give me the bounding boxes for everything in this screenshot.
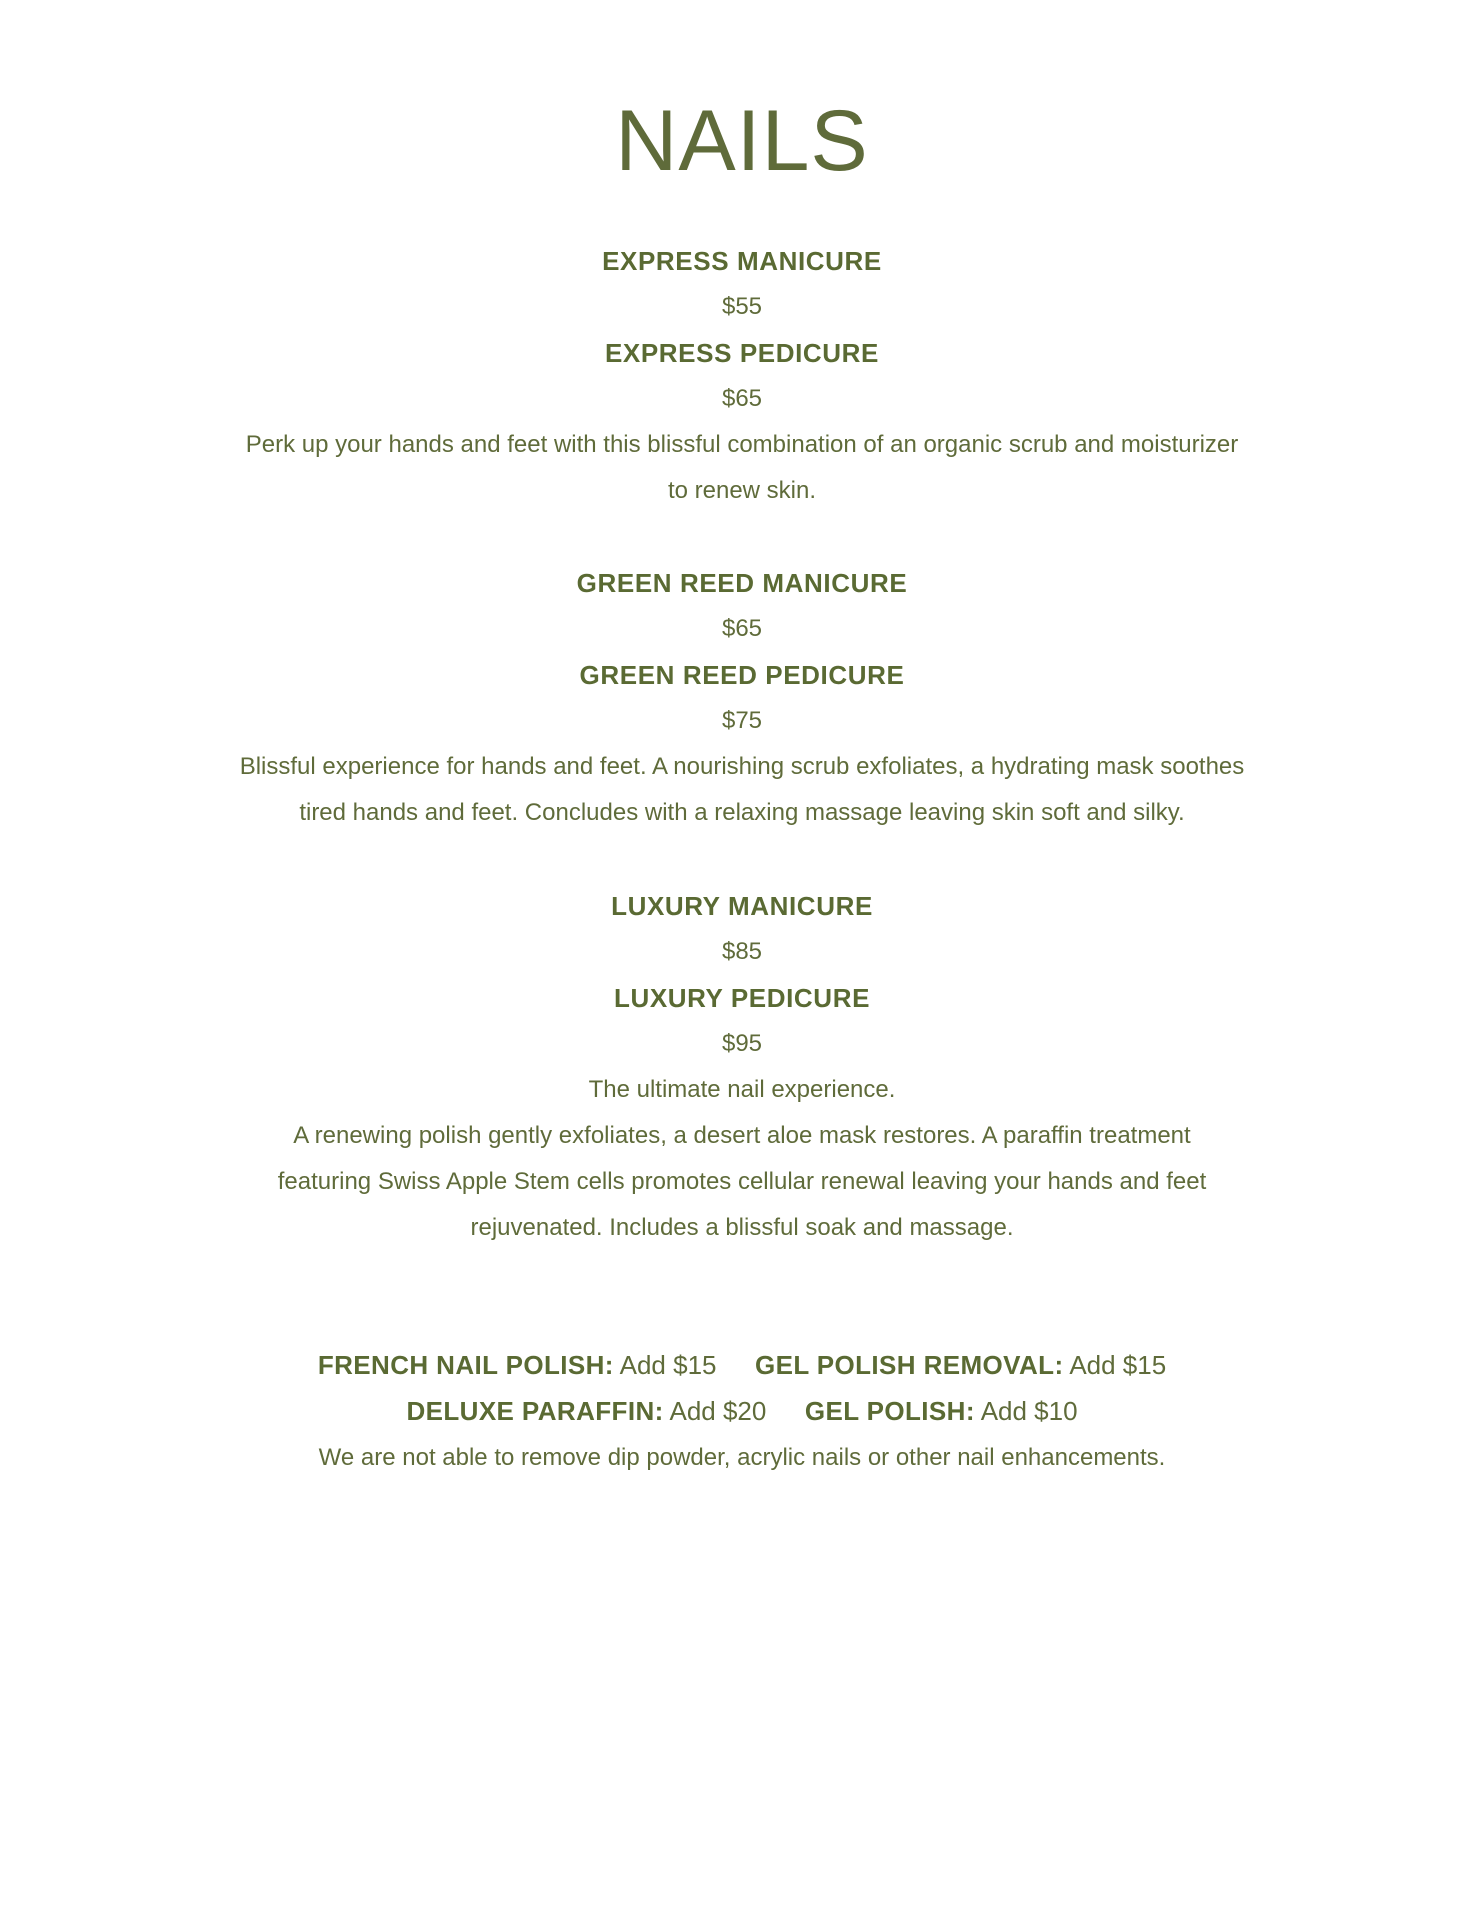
service-description-line: Blissful experience for hands and feet. A nourishing scrub exfoliates, a hydrating mask soothes [239,753,1245,780]
service-name-express-manicure: EXPRESS MANICURE [602,246,882,276]
addons-row [0,1352,1484,1378]
service-price-green-reed-manicure: $65 [721,615,763,642]
service-name-green-reed-manicure: GREEN REED MANICURE [576,568,908,598]
service-description-line: Perk up your hands and feet with this blissful combination of an organic scrub and moisturizer [245,431,1239,458]
service-description-line: A renewing polish gently exfoliates, a desert aloe mask restores. A paraffin treatment [293,1122,1191,1149]
service-name-express-pedicure: EXPRESS PEDICURE [604,338,879,368]
service-name-luxury-manicure: LUXURY MANICURE [611,891,873,921]
service-description-line: tired hands and feet. Concludes with a relaxing massage leaving skin soft and silky. [299,799,1185,826]
service-name-green-reed-pedicure: GREEN REED PEDICURE [579,660,905,690]
service-description-line: The ultimate nail experience. [588,1076,896,1103]
addons-row [0,1398,1484,1424]
addon-price-deluxe-paraffin: Add $20 [669,1396,767,1426]
addon-label-deluxe-paraffin: DELUXE PARAFFIN: [406,1396,664,1426]
addon-label-gel-removal: GEL POLISH REMOVAL: [754,1350,1064,1380]
service-price-luxury-pedicure: $95 [721,1030,763,1057]
addon-label-french-polish: FRENCH NAIL POLISH: [317,1350,614,1380]
service-price-luxury-manicure: $85 [721,938,763,965]
service-description-line: featuring Swiss Apple Stem cells promotes cellular renewal leaving your hands and feet [277,1168,1207,1195]
service-price-express-pedicure: $65 [721,385,763,412]
addon-price-french-polish: Add $15 [619,1350,717,1380]
service-price-green-reed-pedicure: $75 [721,707,763,734]
addon-price-gel-removal: Add $15 [1069,1350,1167,1380]
addon-price-gel-polish: Add $10 [980,1396,1078,1426]
service-price-express-manicure: $55 [721,293,763,320]
service-description-line: rejuvenated. Includes a blissful soak and massage. [470,1214,1014,1241]
service-name-luxury-pedicure: LUXURY PEDICURE [613,983,871,1013]
addon-label-gel-polish: GEL POLISH: [804,1396,975,1426]
service-description-line: to renew skin. [667,477,817,504]
page-title: NAILS [615,93,869,189]
enhancement-note: We are not able to remove dip powder, acrylic nails or other nail enhancements. [318,1444,1166,1471]
